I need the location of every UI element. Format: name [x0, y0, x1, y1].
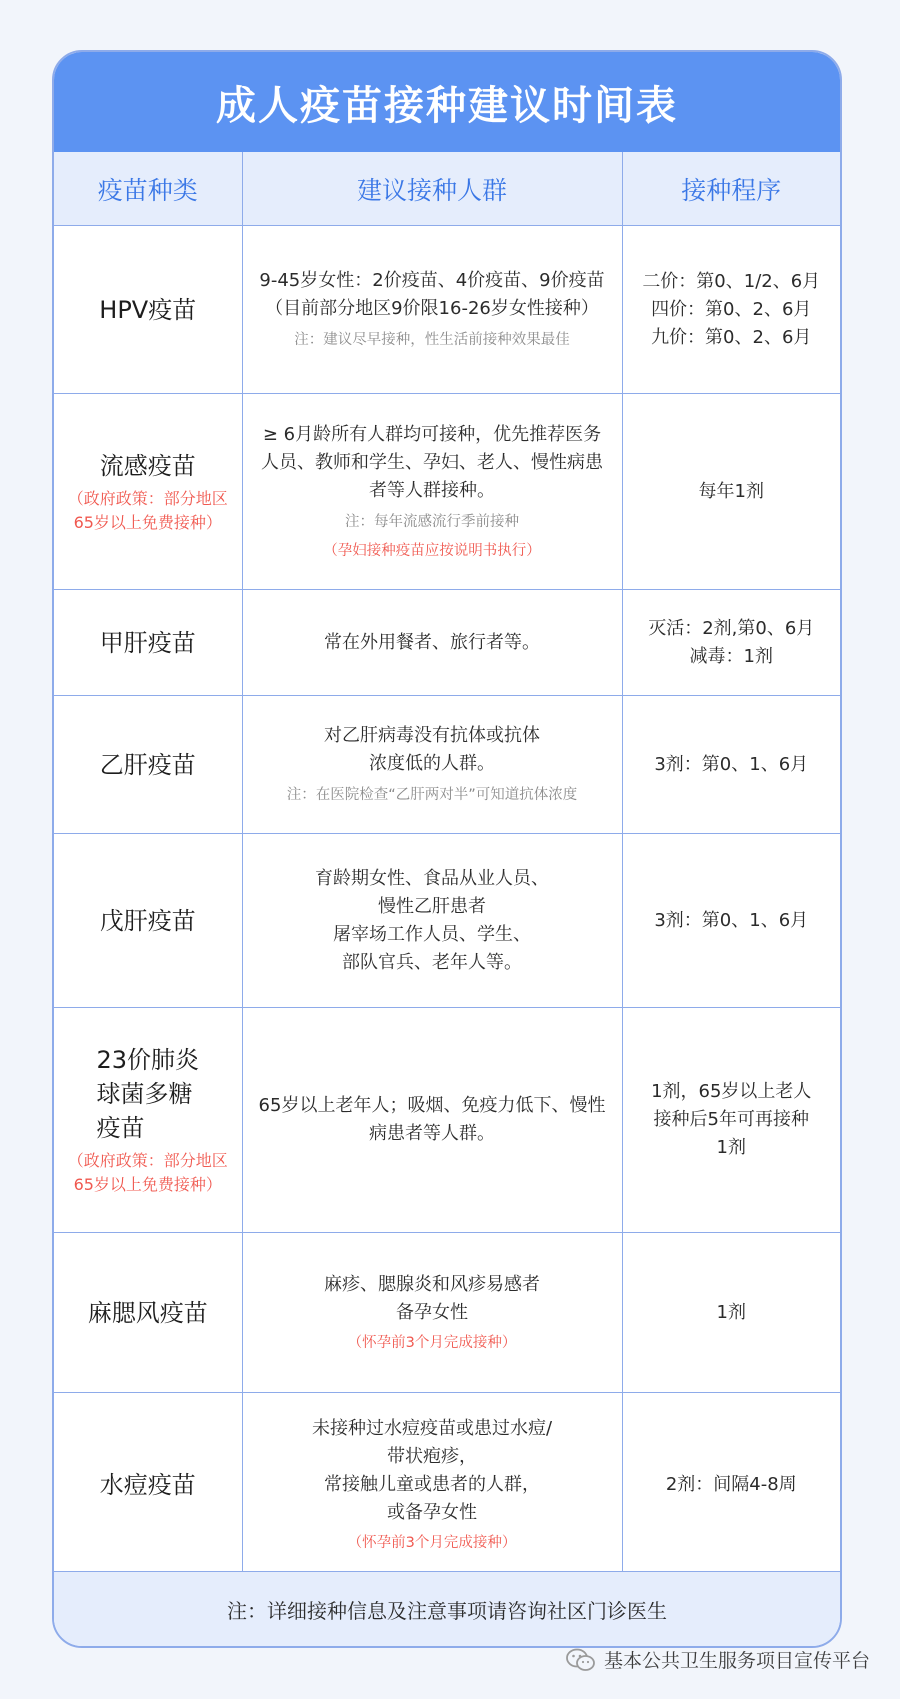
vaccine-name-cell	[54, 394, 242, 590]
vaccine-name	[96, 1043, 199, 1145]
group-line: 或备孕女性	[387, 1501, 477, 1523]
policy-line: 65岁以上免费接种）	[73, 1175, 222, 1194]
recommended-group-cell	[242, 590, 622, 696]
vaccine-name-cell	[54, 834, 242, 1008]
schedule-cell	[622, 1393, 840, 1577]
schedule-line: 九价：第0、2、6月	[651, 326, 812, 348]
source-name: 基本公共卫生服务项目宣传平台	[603, 1650, 870, 1672]
schedule-line: 1剂	[716, 1137, 746, 1158]
schedule-line: 二价：第0、1/2、6月	[642, 270, 821, 292]
pregnancy-note: （怀孕前3个月完成接种）	[347, 1334, 517, 1351]
schedule-line: 3剂：第0、1、6月	[654, 753, 809, 775]
recommended-group: ≥ 6月龄所有人群均可接种，优先推荐医务人员、教师和学生、孕妇、老人、慢性病患者等人群接种。	[261, 423, 603, 501]
recommended-group-cell	[242, 1233, 622, 1393]
schedule-line: 1剂，65岁以上老人	[651, 1081, 812, 1102]
vaccine-name: 流感疫苗	[99, 451, 196, 480]
policy-note	[54, 487, 242, 535]
group-line: 未接种过水痘疫苗或患过水痘/	[311, 1417, 553, 1439]
schedule-line: 3剂：第0、1、6月	[654, 909, 809, 931]
schedule-line: 灭活：2剂,第0、6月	[648, 617, 815, 639]
group-line: 麻疹、腮腺炎和风疹易感者	[324, 1273, 540, 1295]
group-line: 常接触儿童或患者的人群，	[324, 1473, 540, 1495]
table-row	[54, 696, 840, 834]
recommended-group-cell	[242, 1008, 622, 1233]
recommended-group-cell	[242, 696, 622, 834]
schedule-line: 2剂：间隔4-8周	[665, 1473, 797, 1495]
vaccine-name-cell	[54, 1393, 242, 1577]
group-line: 屠宰场工作人员、学生、	[333, 923, 531, 945]
schedule-card	[52, 50, 842, 1648]
vaccine-name-line: 疫苗	[96, 1114, 145, 1142]
table-row	[54, 1233, 840, 1393]
schedule-line: 1剂	[716, 1301, 746, 1323]
schedule-cell	[622, 834, 840, 1008]
vaccine-table	[54, 152, 840, 1577]
policy-line: 65岁以上免费接种）	[73, 512, 222, 532]
source-credit	[566, 1646, 870, 1673]
group-line: 对乙肝病毒没有抗体或抗体	[324, 724, 540, 746]
note: 注：在医院检查“乙肝两对半”可知道抗体浓度	[286, 786, 578, 803]
wechat-icon	[566, 1647, 596, 1673]
vaccine-name: 水痘疫苗	[99, 1470, 196, 1499]
vaccine-name-line: 23价肺炎	[96, 1046, 200, 1074]
schedule-line: 四价：第0、2、6月	[651, 298, 812, 320]
recommended-group-cell	[242, 1393, 622, 1577]
footer-note: 注：详细接种信息及注意事项请咨询社区门诊医生	[54, 1571, 840, 1646]
recommended-group-cell	[242, 834, 622, 1008]
header-schedule: 接种程序	[622, 152, 840, 226]
recommended-group: 常在外用餐者、旅行者等。	[324, 631, 540, 653]
note: 注：每年流感流行季前接种	[345, 513, 519, 530]
recommended-group	[243, 1415, 622, 1527]
schedule-cell	[622, 1233, 840, 1393]
group-line: 备孕女性	[396, 1301, 468, 1323]
page-title: 成人疫苗接种建议时间表	[216, 82, 678, 129]
schedule-cell	[622, 590, 840, 696]
table-row	[54, 394, 840, 590]
vaccine-name-cell	[54, 1233, 242, 1393]
group-line: 育龄期女性、食品从业人员、	[315, 867, 549, 889]
policy-note	[54, 1149, 242, 1197]
recommended-group-cell	[242, 226, 622, 394]
schedule-line: 减毒：1剂	[689, 645, 773, 667]
vaccine-name-cell	[54, 590, 242, 696]
vaccine-name: 甲肝疫苗	[99, 628, 196, 657]
table-row	[54, 1008, 840, 1233]
table-row	[54, 226, 840, 394]
vaccine-name-cell	[54, 1008, 242, 1233]
recommended-group	[243, 865, 622, 977]
recommended-group: 9-45岁女性：2价疫苗、4价疫苗、9价疫苗（目前部分地区9价限16-26岁女性接种）	[259, 269, 605, 319]
vaccine-name: 乙肝疫苗	[99, 750, 196, 779]
header-vaccine-type: 疫苗种类	[54, 152, 242, 226]
vaccine-name-cell	[54, 226, 242, 394]
table-row	[54, 590, 840, 696]
note: 注：建议尽早接种，性生活前接种效果最佳	[294, 331, 570, 348]
recommended-group	[243, 1271, 622, 1327]
schedule-cell	[622, 1008, 840, 1233]
vaccine-name-line: 球菌多糖	[96, 1080, 193, 1108]
header-recommended-group: 建议接种人群	[242, 152, 622, 226]
schedule-line: 每年1剂	[698, 480, 764, 502]
pregnancy-note: （孕妇接种疫苗应按说明书执行）	[323, 542, 541, 559]
schedule-cell	[622, 394, 840, 590]
group-line: 慢性乙肝患者	[378, 895, 486, 917]
recommended-group	[243, 722, 622, 778]
group-line: 部队官兵、老年人等。	[342, 951, 522, 973]
recommended-group: 65岁以上老年人；吸烟、免疫力低下、慢性病患者等人群。	[258, 1095, 606, 1144]
policy-line: （政府政策：部分地区	[67, 488, 228, 508]
table-row	[54, 834, 840, 1008]
vaccine-name: 麻腮风疫苗	[87, 1298, 208, 1327]
policy-line: （政府政策：部分地区	[67, 1151, 228, 1170]
schedule-cell	[622, 226, 840, 394]
table-header-row	[54, 152, 840, 226]
schedule-cell	[622, 696, 840, 834]
vaccine-name: 戊肝疫苗	[99, 906, 196, 935]
vaccine-name: HPV疫苗	[99, 295, 197, 324]
group-line: 带状疱疹，	[387, 1445, 477, 1467]
table-row	[54, 1393, 840, 1577]
schedule-line: 接种后5年可再接种	[653, 1109, 809, 1130]
title-bar	[54, 52, 840, 152]
recommended-group-cell	[242, 394, 622, 590]
vaccine-name-cell	[54, 696, 242, 834]
pregnancy-note: （怀孕前3个月完成接种）	[347, 1534, 517, 1551]
group-line: 浓度低的人群。	[369, 752, 495, 774]
